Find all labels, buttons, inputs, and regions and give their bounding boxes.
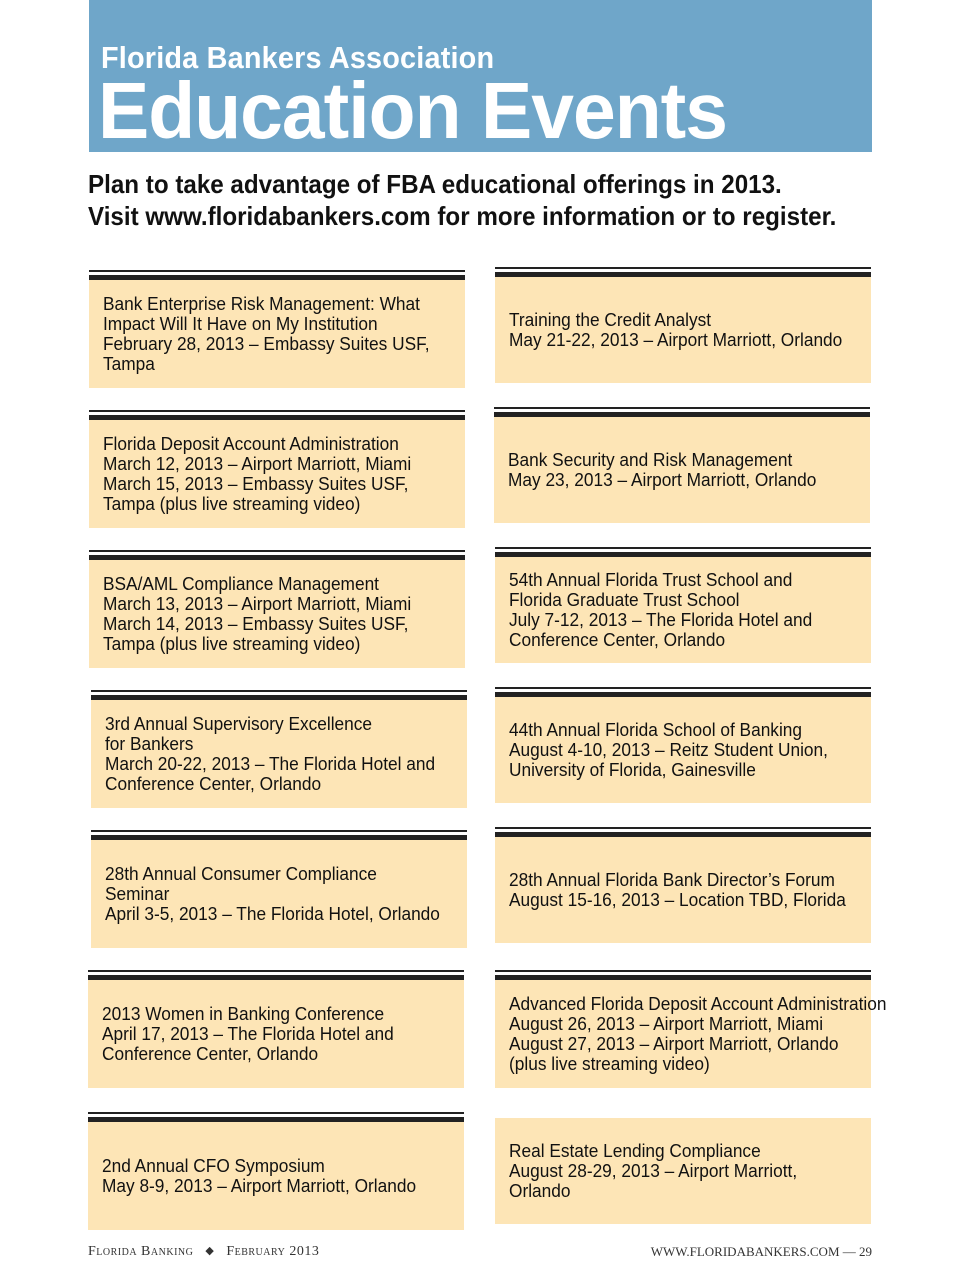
- event-detail-line: July 7-12, 2013 – The Florida Hotel and: [509, 610, 813, 630]
- event-text: [103, 294, 459, 374]
- event-card: [495, 1118, 871, 1224]
- event-detail-line: Tampa (plus live streaming video): [103, 634, 361, 654]
- event-text: [103, 434, 459, 514]
- event-title: 2nd Annual CFO Symposium: [102, 1156, 325, 1176]
- event-text: [509, 570, 865, 650]
- event-detail-line: March 15, 2013 – Embassy Suites USF,: [103, 474, 409, 494]
- event-title: 54th Annual Florida Trust School and: [509, 570, 793, 590]
- event-title: Advanced Florida Deposit Account Administration: [509, 994, 887, 1014]
- event-text: [509, 870, 865, 910]
- event-title: 2013 Women in Banking Conference: [102, 1004, 385, 1024]
- event-detail-line: May 8-9, 2013 – Airport Marriott, Orlando: [102, 1176, 417, 1196]
- event-title: 28th Annual Florida Bank Director’s Forum: [509, 870, 835, 890]
- publication-name: Florida Banking: [88, 1244, 194, 1259]
- event-title: Florida Deposit Account Administration: [103, 434, 399, 454]
- event-detail-line: May 21-22, 2013 – Airport Marriott, Orlando: [509, 330, 843, 350]
- event-title: Real Estate Lending Compliance: [509, 1141, 761, 1161]
- event-detail-line: Conference Center, Orlando: [102, 1044, 319, 1064]
- event-card: [89, 555, 465, 668]
- event-card: [494, 412, 870, 523]
- footer-publication: [88, 1244, 319, 1260]
- event-detail-line: Tampa: [103, 354, 155, 374]
- event-detail-line: April 17, 2013 – The Florida Hotel and: [102, 1024, 394, 1044]
- event-detail-line: March 13, 2013 – Airport Marriott, Miami: [103, 594, 412, 614]
- intro-text: [88, 168, 837, 232]
- event-text: [103, 574, 459, 654]
- event-detail-line: August 15-16, 2013 – Location TBD, Florida: [509, 890, 846, 910]
- event-detail-line: Florida Graduate Trust School: [509, 590, 740, 610]
- event-detail-line: Conference Center, Orlando: [509, 630, 726, 650]
- event-detail-line: Conference Center, Orlando: [105, 774, 322, 794]
- event-detail-line: August 28-29, 2013 – Airport Marriott,: [509, 1161, 798, 1181]
- event-title: 44th Annual Florida School of Banking: [509, 720, 803, 740]
- event-detail-line: May 23, 2013 – Airport Marriott, Orlando: [508, 470, 817, 490]
- event-card: [495, 832, 871, 943]
- issue-date: February 2013: [226, 1244, 320, 1259]
- event-detail-line: August 26, 2013 – Airport Marriott, Miami: [509, 1014, 824, 1034]
- event-detail-line: August 4-10, 2013 – Reitz Student Union,: [509, 740, 828, 760]
- event-title: Bank Enterprise Risk Management: What: [103, 294, 420, 314]
- event-text: [509, 720, 865, 780]
- event-detail-line: University of Florida, Gainesville: [509, 760, 756, 780]
- event-card: [91, 695, 467, 808]
- event-title: 3rd Annual Supervisory Excellence: [105, 714, 373, 734]
- event-card: [88, 1117, 464, 1230]
- event-card: [495, 692, 871, 803]
- header-banner: [89, 0, 872, 155]
- event-detail-line: March 12, 2013 – Airport Marriott, Miami: [103, 454, 412, 474]
- event-detail-line: Impact Will It Have on My Institution: [103, 314, 378, 334]
- intro-line-2: Visit www.floridabankers.com for more information or to register.: [88, 201, 837, 231]
- event-text: [508, 450, 864, 490]
- intro-line-1: Plan to take advantage of FBA educational offerings in 2013.: [88, 169, 782, 199]
- event-detail-line: Orlando: [509, 1181, 571, 1201]
- event-card: [495, 552, 871, 663]
- footer-website: [651, 1244, 872, 1260]
- event-detail-line: April 3-5, 2013 – The Florida Hotel, Orlando: [105, 904, 440, 924]
- organization-name: Florida Bankers Association: [101, 40, 495, 75]
- page-number: — 29: [842, 1244, 872, 1259]
- page-title: Education Events: [98, 66, 728, 155]
- event-detail-line: March 20-22, 2013 – The Florida Hotel and: [105, 754, 436, 774]
- event-card: [89, 415, 465, 528]
- event-card: [89, 275, 465, 388]
- event-title: 28th Annual Consumer Compliance: [105, 864, 377, 884]
- event-card: [91, 835, 467, 948]
- event-detail-line: March 14, 2013 – Embassy Suites USF,: [103, 614, 409, 634]
- event-detail-line: August 27, 2013 – Airport Marriott, Orlando: [509, 1034, 839, 1054]
- event-detail-line: Seminar: [105, 884, 170, 904]
- website-url: WWW.FLORIDABANKERS.COM: [650, 1244, 840, 1259]
- event-text: [105, 864, 461, 924]
- event-text: [105, 714, 461, 794]
- event-detail-line: for Bankers: [105, 734, 194, 754]
- event-card: [495, 272, 871, 383]
- event-detail-line: (plus live streaming video): [509, 1054, 710, 1074]
- event-text: [509, 310, 865, 350]
- event-detail-line: February 28, 2013 – Embassy Suites USF,: [103, 334, 430, 354]
- event-card: [495, 975, 887, 1088]
- event-text: [102, 1004, 458, 1064]
- event-text: [509, 1141, 865, 1201]
- event-title: Training the Credit Analyst: [509, 310, 712, 330]
- event-title: Bank Security and Risk Management: [508, 450, 793, 470]
- event-card: [88, 975, 464, 1088]
- event-text: [102, 1156, 458, 1196]
- event-text: [509, 994, 887, 1074]
- event-title: BSA/AML Compliance Management: [103, 574, 379, 594]
- diamond-separator-icon: ◆: [205, 1245, 215, 1257]
- event-detail-line: Tampa (plus live streaming video): [103, 494, 361, 514]
